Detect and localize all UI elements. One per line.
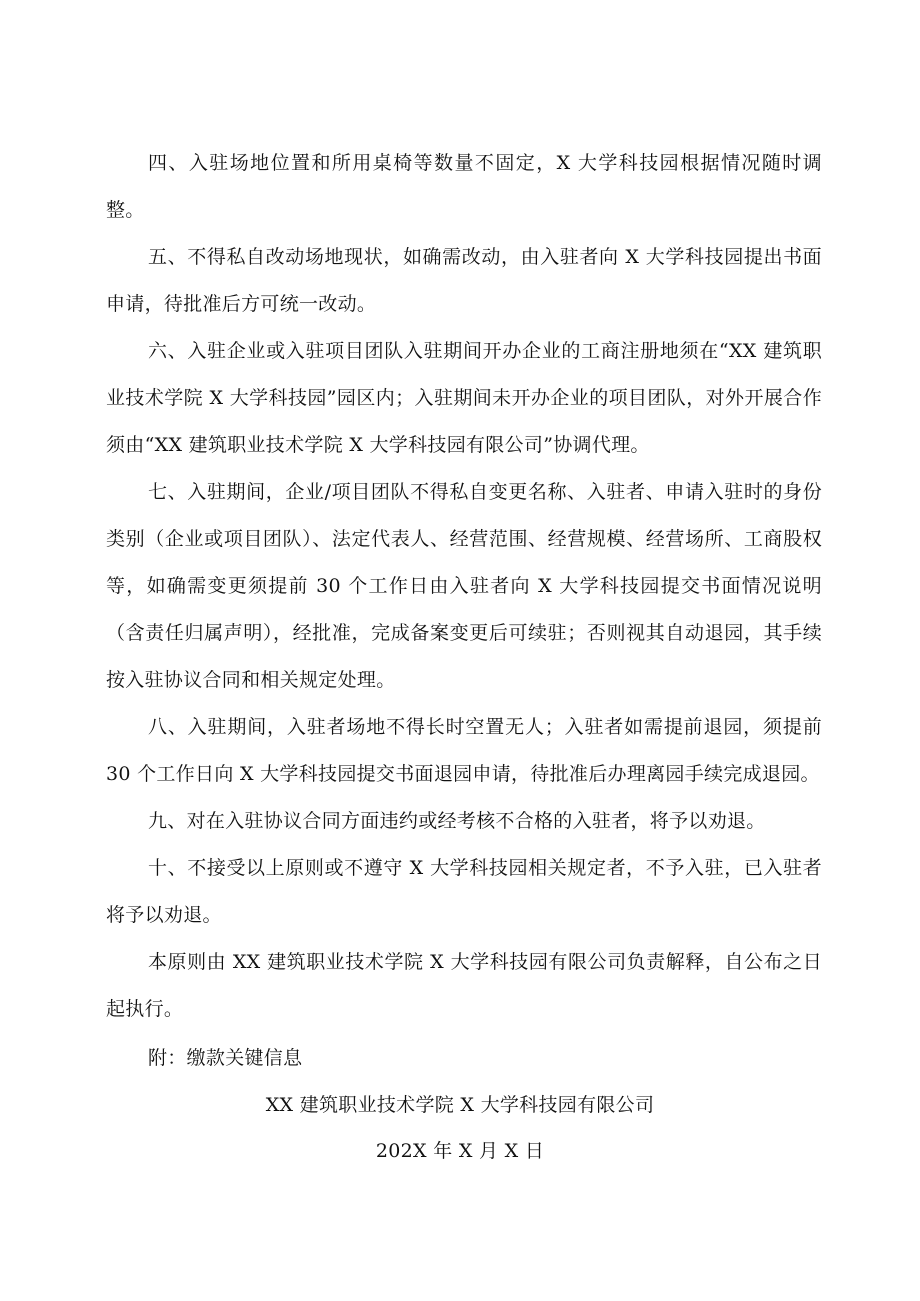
clause-8: 八、入驻期间，入驻者场地不得长时空置无人；入驻者如需提前退园，须提前 30 个工作日向 X 大学科技园提交书面退园申请，待批准后办理离园手续完成退园。 [106,716,822,785]
clause-5: 五、不得私自改动场地现状，如确需改动，由入驻者向 X 大学科技园提出书面申请，待批准后方可统一改动。 [106,246,822,315]
clause-10: 十、不接受以上原则或不遵守 X 大学科技园相关规定者，不予入驻，已入驻者将予以劝退。 [106,857,822,926]
signature-organization: XX 建筑职业技术学院 X 大学科技园有限公司 [265,1094,655,1116]
clause-4: 四、入驻场地位置和所用桌椅等数量不固定，X 大学科技园根据情况随时调整。 [106,152,822,221]
clause-7: 七、入驻期间，企业/项目团队不得私自变更名称、入驻者、申请入驻时的身份类别（企业或项目团队）、法定代表人、经营范围、经营规模、经营场所、工商股权等，如确需变更须提前 30 个工作日由入驻者向 X 大学科技园提交书面情况说明（含责任归属声明），经批准，完成备案变更后可续驻；否则视其自动退园，其手续按入驻协议合同和相关规定处理。 [106,481,822,691]
clause-9: 九、对在入驻协议合同方面违约或经考核不合格的入驻者，将予以劝退。 [148,810,766,832]
document-body [106,140,822,1033]
interpretation-clause: 本原则由 XX 建筑职业技术学院 X 大学科技园有限公司负责解释，自公布之日起执行。 [106,951,822,1020]
clause-6: 六、入驻企业或入驻项目团队入驻期间开办企业的工商注册地须在“XX 建筑职业技术学院 X 大学科技园”园区内；入驻期间未开办企业的项目团队，对外开展合作须由“XX 建筑职业技术学院 X 大学科技园有限公司”协调代理。 [106,340,822,456]
attachment-note: 附：缴款关键信息 [148,1047,303,1069]
signature-date: 202X 年 X 月 X 日 [375,1140,545,1162]
